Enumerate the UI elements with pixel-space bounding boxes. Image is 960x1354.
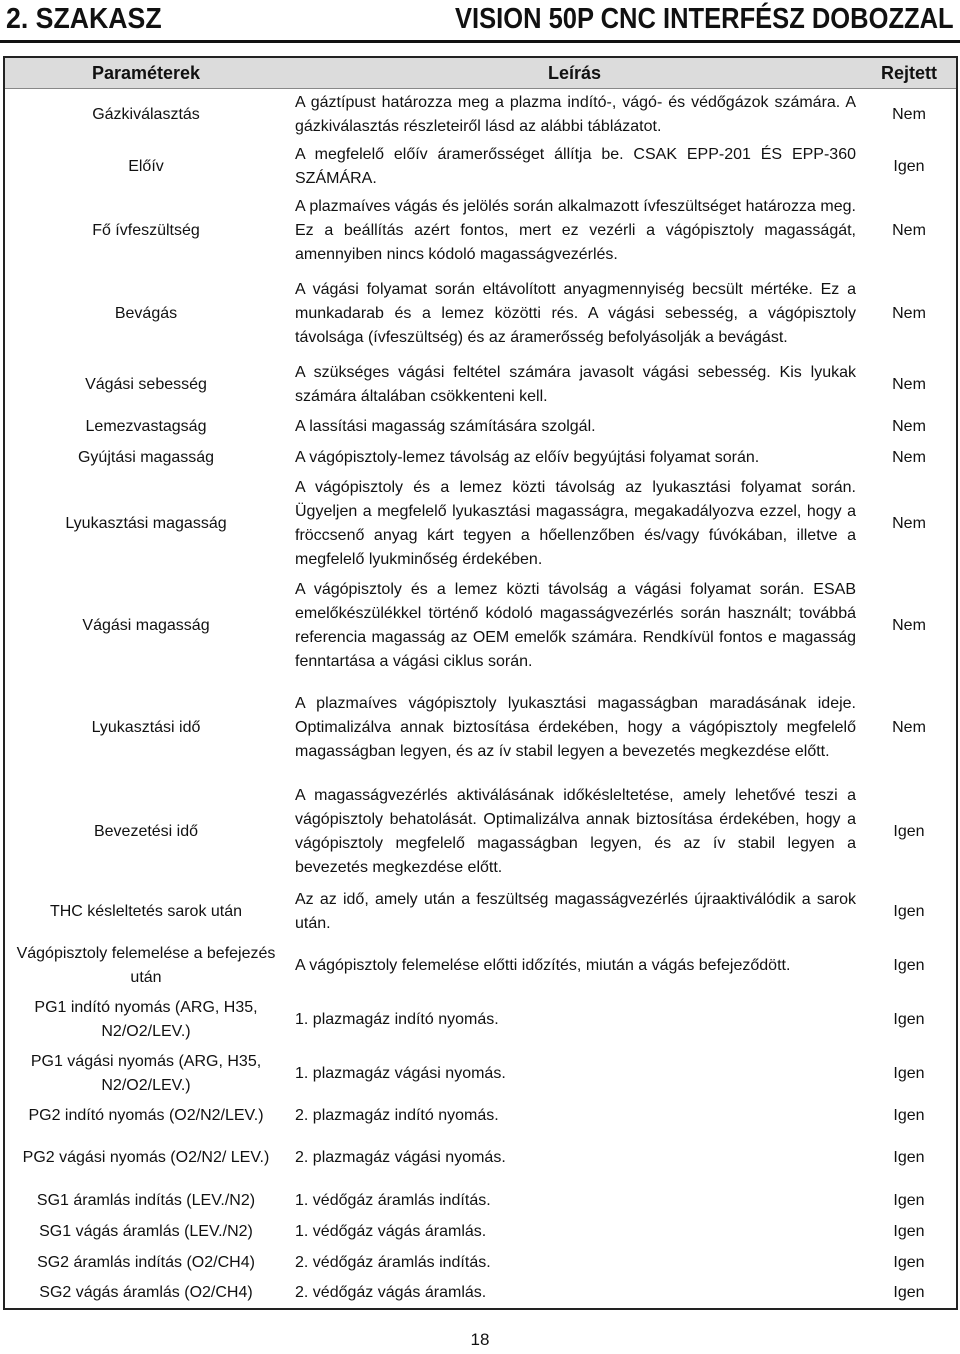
hidden-cell: Igen	[893, 1011, 925, 1028]
param-cell: THC késleltetés sarok után	[49, 903, 243, 920]
hidden-cell: Igen	[893, 1065, 925, 1082]
table-row	[4, 939, 957, 993]
description-cell: 2. védőgáz vágás áramlás.	[295, 1284, 487, 1301]
page-header	[0, 0, 960, 44]
hidden-cell: Nem	[892, 222, 926, 239]
param-cell: SG2 vágás áramlás (O2/CH4)	[39, 1284, 253, 1301]
description-cell: A vágópisztoly-lemez távolság az előív begyújtási folyamat során.	[295, 448, 760, 466]
param-cell: PG2 indító nyomás (O2/N2/LEV.)	[28, 1107, 264, 1124]
param-cell: Lyukasztási magasság	[65, 515, 227, 532]
param-cell: SG1 áramlás indítás (LEV./N2)	[36, 1191, 256, 1209]
table-row	[4, 89, 957, 142]
param-cell: Vágási magasság	[82, 617, 210, 634]
table-row	[4, 779, 957, 885]
hidden-cell: Igen	[893, 903, 925, 920]
table-row	[4, 1101, 957, 1131]
table-row	[4, 575, 957, 677]
param-cell: Gázkiválasztás	[92, 106, 200, 123]
param-cell: Vágópisztoly felemelése a befejezés után	[16, 945, 276, 986]
hidden-cell: Igen	[893, 957, 925, 974]
table-row	[4, 1278, 957, 1309]
hidden-cell: Igen	[893, 1222, 925, 1240]
table-row	[4, 141, 957, 193]
hidden-cell: Igen	[893, 1284, 925, 1301]
hidden-cell: Nem	[892, 719, 926, 736]
hidden-cell: Nem	[892, 305, 926, 322]
description-cell: A plazmaíves vágás és jelölés során alkalmazott ívfeszültséget határozza meg. Ez a beállítás azért fontos, mert ez vezérli a vágópisztoly magasságát, amennyiben nincs kódoló magasságvezérlés.	[295, 198, 856, 263]
param-cell: Lyukasztási idő	[91, 719, 201, 736]
hidden-cell: Igen	[893, 1107, 925, 1124]
hidden-cell: Nem	[892, 617, 926, 634]
description-cell: 2. plazmagáz vágási nyomás.	[295, 1149, 506, 1166]
description-cell: Az az idő, amely után a feszültség magasságvezérlés újraaktiválódik a sarok után.	[295, 891, 856, 932]
hidden-cell: Igen	[893, 1253, 925, 1271]
param-cell: SG2 áramlás indítás (O2/CH4)	[37, 1253, 255, 1271]
table-row	[4, 359, 957, 411]
document-title: VISION 50P CNC INTERFÉSZ DOBOZZAL	[455, 3, 954, 35]
section-label: 2. SZAKASZ	[6, 3, 162, 35]
description-cell: 1. védőgáz vágás áramlás.	[295, 1222, 487, 1240]
hidden-cell: Nem	[892, 417, 926, 435]
table-row	[4, 993, 957, 1047]
table-row	[4, 1131, 957, 1185]
hidden-cell: Igen	[893, 1149, 925, 1166]
description-cell: A vágópisztoly felemelése előtti időzítés, miután a vágás befejeződött.	[295, 957, 791, 974]
param-cell: Gyújtási magasság	[77, 448, 215, 466]
hidden-cell: Nem	[892, 106, 926, 123]
param-cell: PG2 vágási nyomás (O2/N2/ LEV.)	[22, 1149, 270, 1166]
hidden-cell: Nem	[892, 515, 926, 532]
param-cell: PG1 indító nyomás (ARG, H35, N2/O2/LEV.)	[34, 999, 258, 1040]
table-row	[4, 1185, 957, 1216]
header-rule	[0, 40, 960, 43]
table-row	[4, 677, 957, 779]
hidden-cell: Igen	[893, 158, 925, 175]
param-cell: Vágási sebesség	[85, 376, 207, 393]
table-row	[4, 885, 957, 939]
table-row	[4, 442, 957, 473]
description-cell: A gáztípust határozza meg a plazma indító-, vágó- és védőgázok számára. A gázkiválasztás részleteiről lásd az alábbi táblázatot.	[295, 94, 856, 135]
hidden-cell: Nem	[892, 376, 926, 393]
description-cell: 1. plazmagáz indító nyomás.	[295, 1011, 499, 1028]
hidden-cell: Igen	[893, 1191, 925, 1209]
description-cell: A vágási folyamat során eltávolított anyagmennyiség becsült mértéke. Ez a munkadarab és a lemez közötti rés. A vágási sebesség, a vágópisztoly távolsága (ívfeszültség) és az áramerősség befolyásolják a bevágást.	[295, 281, 856, 346]
description-cell: A plazmaíves vágópisztoly lyukasztási magasságban maradásának ideje. Optimalizálva annak biztosítása érdekében, hogy a vágópisztoly megfelelő magasságban legyen, és az ív stabil legyen a bevezetés megkezdése előtt.	[295, 695, 856, 760]
description-cell: 2. plazmagáz indító nyomás.	[295, 1107, 499, 1124]
description-cell: A megfelelő előív áramerősséget állítja be. CSAK EPP-201 ÉS EPP-360 SZÁMÁRA.	[295, 146, 856, 187]
table-row	[4, 1247, 957, 1278]
description-cell: A szükséges vágási feltétel számára javasolt vágási sebesség. Kis lyukak számára általában csökkenteni kell.	[295, 364, 856, 405]
page-number: 18	[470, 1330, 490, 1349]
table-row	[4, 269, 957, 359]
param-cell: SG1 vágás áramlás (LEV./N2)	[39, 1222, 253, 1240]
param-cell: Bevágás	[114, 305, 178, 322]
param-cell: Lemezvastagság	[85, 417, 207, 435]
table-row	[4, 411, 957, 442]
description-cell: 1. plazmagáz vágási nyomás.	[295, 1065, 506, 1082]
hidden-cell: Nem	[892, 448, 926, 466]
param-cell: Bevezetési idő	[93, 823, 199, 840]
param-cell: Fő ívfeszültség	[92, 222, 200, 239]
column-header-hidden: Rejtett	[862, 57, 957, 89]
table-header-row	[4, 57, 957, 89]
table-body	[4, 89, 957, 1310]
table-row	[4, 193, 957, 269]
description-cell: 2. védőgáz áramlás indítás.	[295, 1253, 491, 1271]
description-cell: A vágópisztoly és a lemez közti távolság az lyukasztási folyamat során. Ügyeljen a megfelelő lyukasztási magasságra, megakadályozva ezzel, hogy a fröccsenő anyag kárt tegyen a hőellenzőben és/vagy fúvókában, illetve a megfelelő lyukminőség érdekében.	[295, 479, 856, 568]
description-cell: 1. védőgáz áramlás indítás.	[295, 1191, 491, 1209]
table-row	[4, 473, 957, 575]
table-row	[4, 1216, 957, 1247]
param-cell: PG1 vágási nyomás (ARG, H35, N2/O2/LEV.)	[30, 1053, 262, 1094]
description-cell: A vágópisztoly és a lemez közti távolság a vágási folyamat során. ESAB emelőkészülékkel történő kódoló magasságvezérlés során használt; továbbá referencia magasság az OEM emelők számára. Rendkívül fontos e magasság fenntartása a vágási ciklus során.	[295, 581, 856, 670]
description-cell: A magasságvezérlés aktiválásának időkésleltetése, amely lehetővé teszi a vágópisztoly behatolását. Optimalizálva annak biztosítása érdekében, hogy a vágópisztoly megfelelő magasságban legyen, és az ív stabil legyen a bevezetés megkezdése előtt.	[295, 787, 856, 876]
column-header-description: Leírás	[287, 57, 862, 89]
hidden-cell: Igen	[893, 823, 925, 840]
parameters-table	[3, 56, 958, 1310]
param-cell: Előív	[128, 158, 164, 175]
column-header-params: Paraméterek	[4, 57, 287, 89]
table-row	[4, 1047, 957, 1101]
description-cell: A lassítási magasság számítására szolgál.	[295, 417, 596, 435]
